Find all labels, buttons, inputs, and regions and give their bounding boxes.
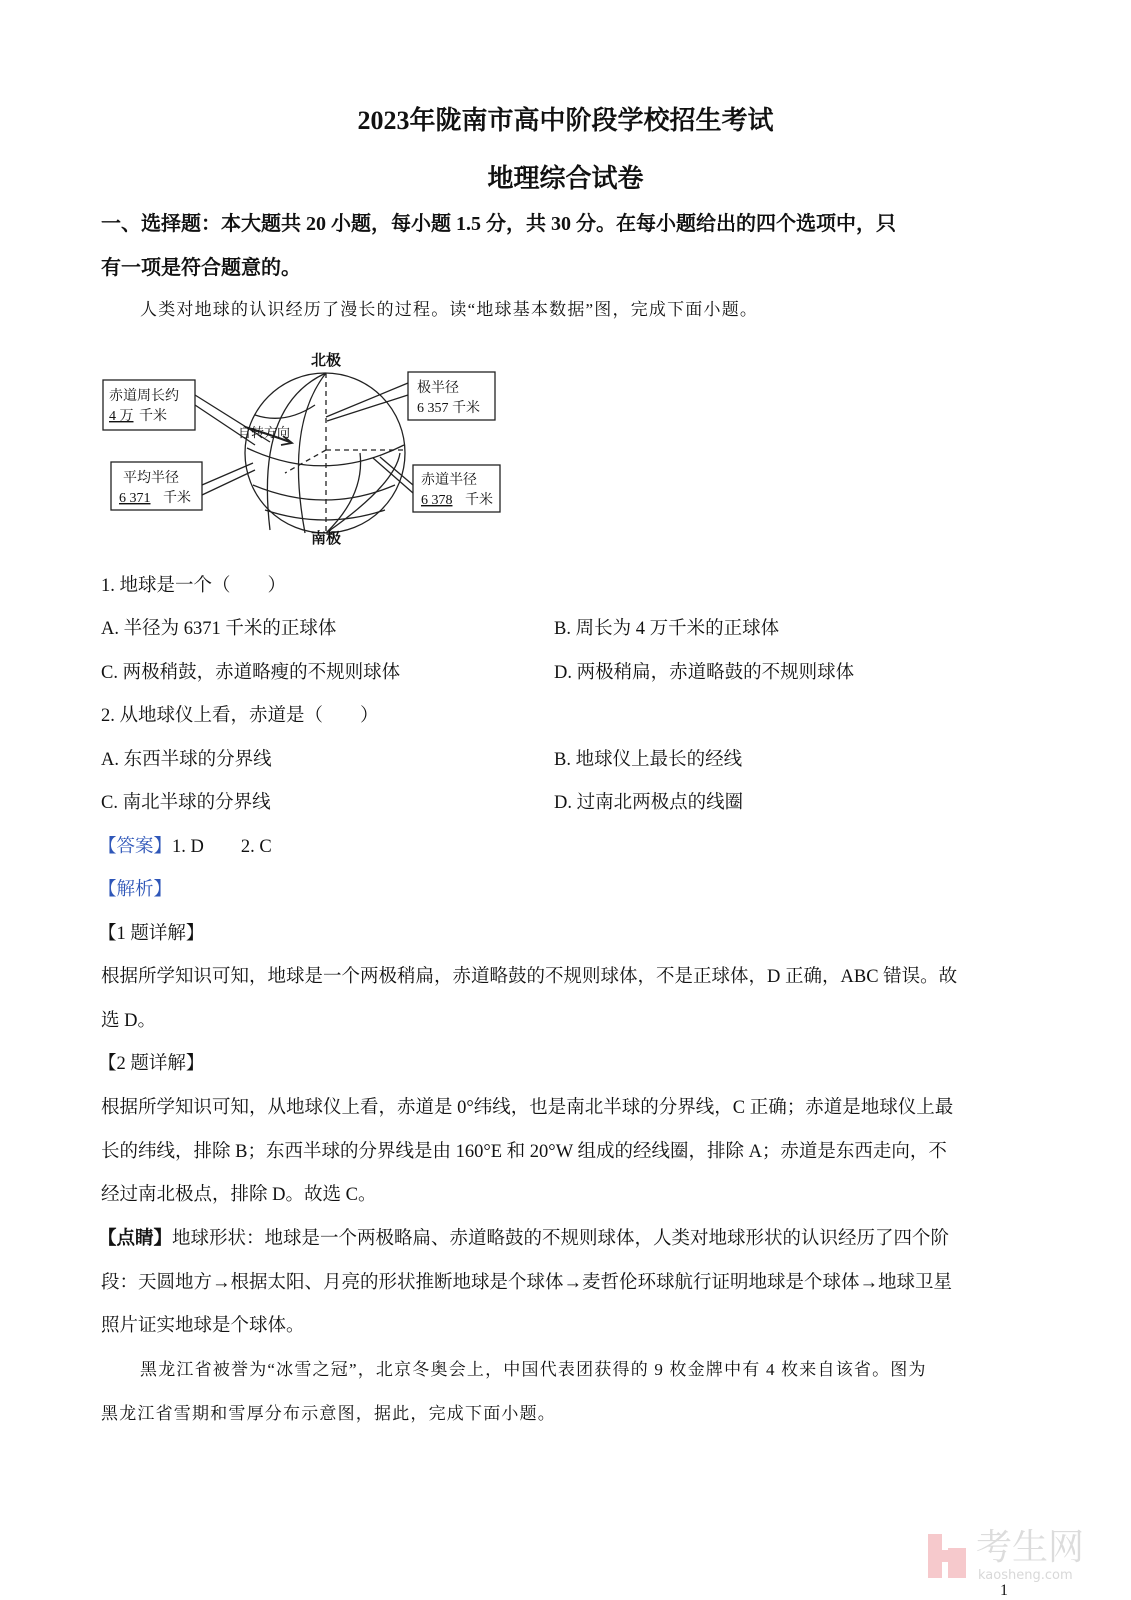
section-heading-cont: 有一项是符合题意的。 bbox=[101, 257, 301, 279]
detail-2-tag: 【2 题详解】 bbox=[98, 1054, 205, 1074]
dianjing-tag: 【点睛】 bbox=[98, 1229, 173, 1249]
detail-2-text: 经过南北极点，排除 D。故选 C。 bbox=[101, 1185, 377, 1205]
detail-1-text: 选 D。 bbox=[101, 1011, 156, 1031]
q1-option-a: A. 半径为 6371 千米的正球体 bbox=[101, 619, 337, 639]
intro-text-2: 黑龙江省被誉为“冰雪之冠”，北京冬奥会上，中国代表团获得的 9 枚金牌中有 4 枚来自该省。图为 bbox=[140, 1360, 927, 1379]
q2-option-d: D. 过南北两极点的线圈 bbox=[554, 793, 744, 813]
dianjing-text: 照片证实地球是个球体。 bbox=[101, 1316, 305, 1336]
detail-2-text: 长的纬线，排除 B；东西半球的分界线是由 160°E 和 20°W 组成的经线圈，排除 A；赤道是东西走向，不 bbox=[101, 1142, 947, 1162]
polar-value: 6 357 千米 bbox=[417, 401, 480, 416]
dianjing-text: 段：天圆地方→根据太阳、月亮的形状推断地球是个球体→麦哲伦环球航行证明地球是个球体→地球卫星 bbox=[101, 1273, 953, 1293]
question-2-stem: 2. 从地球仪上看，赤道是（ ） bbox=[101, 706, 379, 726]
eq-label: 赤道半径 bbox=[421, 473, 477, 488]
watermark-cn: 考生网 bbox=[976, 1527, 1085, 1568]
circ-value: 4 万 bbox=[109, 409, 134, 424]
detail-1-text: 根据所学知识可知，地球是一个两极稍扁，赤道略鼓的不规则球体，不是正球体，D 正确，ABC 错误。故 bbox=[101, 967, 958, 987]
exam-title: 2023年陇南市高中阶段学校招生考试 bbox=[357, 106, 774, 135]
eq-value: 6 378 bbox=[421, 493, 453, 508]
south-pole-label: 南极 bbox=[311, 531, 342, 547]
circ-unit: 千米 bbox=[139, 409, 167, 424]
page-number: 1 bbox=[1000, 1582, 1008, 1599]
mean-value: 6 371 bbox=[119, 491, 151, 506]
q2-option-a: A. 东西半球的分界线 bbox=[101, 750, 272, 770]
q1-option-b: B. 周长为 4 万千米的正球体 bbox=[554, 619, 780, 639]
q2-option-b: B. 地球仪上最长的经线 bbox=[554, 750, 743, 770]
answer-tag: 【答案】 bbox=[98, 837, 173, 857]
detail-1-tag: 【1 题详解】 bbox=[98, 924, 205, 944]
q2-option-c: C. 南北半球的分界线 bbox=[101, 793, 271, 813]
section-heading: 一、选择题：本大题共 20 小题，每小题 1.5 分，共 30 分。在每小题给出的四个选项中，只 bbox=[101, 213, 896, 235]
exam-subtitle: 地理综合试卷 bbox=[487, 164, 644, 193]
polar-label: 极半径 bbox=[417, 381, 459, 396]
q1-option-d: D. 两极稍扁，赤道略鼓的不规则球体 bbox=[554, 663, 855, 683]
mean-unit: 千米 bbox=[163, 491, 191, 506]
dianjing-line bbox=[98, 1227, 949, 1251]
dianjing-text: 地球形状：地球是一个两极略扁、赤道略鼓的不规则球体，人类对地球形状的认识经历了四个阶 bbox=[172, 1229, 950, 1249]
question-1-stem: 1. 地球是一个（ ） bbox=[101, 576, 287, 596]
intro-text-2-cont: 黑龙江省雪期和雪厚分布示意图，据此，完成下面小题。 bbox=[101, 1404, 556, 1423]
circ-label: 赤道周长约 bbox=[109, 389, 179, 404]
earth-data-figure bbox=[95, 345, 505, 550]
answer-line bbox=[98, 835, 272, 859]
q1-option-c: C. 两极稍鼓，赤道略瘦的不规则球体 bbox=[101, 663, 401, 683]
analysis-tag: 【解析】 bbox=[98, 880, 173, 900]
north-pole-label: 北极 bbox=[311, 353, 342, 369]
detail-2-text: 根据所学知识可知，从地球仪上看，赤道是 0°纬线，也是南北半球的分界线，C 正确；赤道是地球仪上最 bbox=[101, 1098, 954, 1118]
watermark-en: kaosheng.com bbox=[978, 1568, 1073, 1583]
eq-unit: 千米 bbox=[465, 493, 493, 508]
mean-label: 平均半径 bbox=[123, 471, 179, 486]
answer-text: 1. D 2. C bbox=[172, 837, 272, 857]
watermark-logo bbox=[928, 1528, 1128, 1584]
rotation-label: 自转方向 bbox=[238, 425, 291, 440]
intro-text: 人类对地球的认识经历了漫长的过程。读“地球基本数据”图，完成下面小题。 bbox=[140, 300, 759, 319]
